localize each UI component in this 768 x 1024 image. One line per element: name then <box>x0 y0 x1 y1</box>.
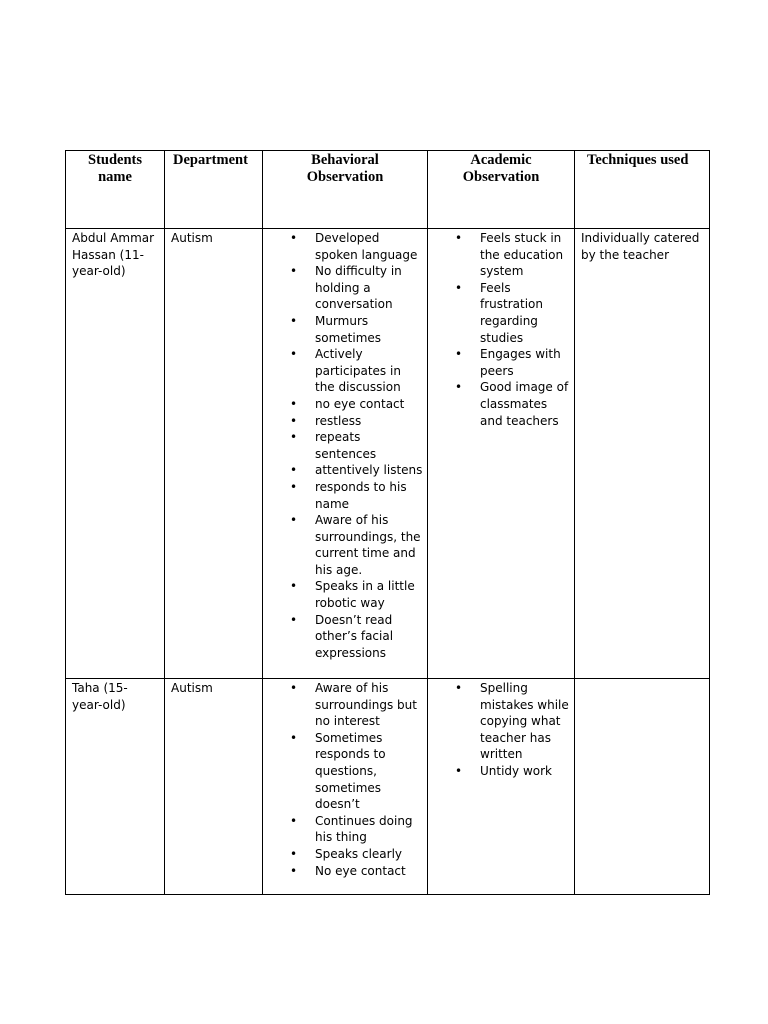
list-item: • No difficulty in holding a conversation <box>315 263 423 313</box>
academic-list <box>428 679 574 780</box>
academic-cell <box>428 229 575 679</box>
behavioral-list <box>263 679 427 879</box>
student-cell <box>66 679 165 895</box>
list-item: • attentively listens <box>315 462 423 479</box>
header-row <box>66 151 710 229</box>
academic-cell <box>428 679 575 895</box>
list-item: • responds to his name <box>315 479 423 512</box>
behavioral-cell <box>263 679 428 895</box>
list-item: • Feels frustration regarding studies <box>480 280 570 346</box>
techniques-cell <box>575 679 710 895</box>
list-item: • Speaks in a little robotic way <box>315 578 423 611</box>
techniques-cell <box>575 229 710 679</box>
list-item: • Doesn’t read other’s facial expressions <box>315 612 423 662</box>
header-students-name: Students name <box>66 151 165 229</box>
list-item: • Spelling mistakes while copying what teacher has written <box>480 680 570 763</box>
header-techniques-used: Techniques used <box>575 151 710 229</box>
table-row <box>66 679 710 895</box>
list-item: • Aware of his surroundings, the current time and his age. <box>315 512 423 578</box>
list-item: • Speaks clearly <box>315 846 423 863</box>
list-item: • repeats sentences <box>315 429 423 462</box>
list-item: • restless <box>315 413 423 430</box>
list-item: • Aware of his surroundings but no interest <box>315 680 423 730</box>
student-name: Taha (15-year-old) <box>72 681 128 712</box>
behavioral-list <box>263 229 427 661</box>
table-row <box>66 229 710 679</box>
list-item: • Actively participates in the discussion <box>315 346 423 396</box>
techniques-value <box>575 679 709 680</box>
behavioral-cell <box>263 229 428 679</box>
department-value: Autism <box>171 681 213 695</box>
header-academic-observation: Academic Observation <box>428 151 575 229</box>
list-item: • Feels stuck in the education system <box>480 230 570 280</box>
list-item: • No eye contact <box>315 863 423 880</box>
list-item: • no eye contact <box>315 396 423 413</box>
list-item: • Engages with peers <box>480 346 570 379</box>
observation-table <box>65 150 710 895</box>
student-name: Abdul Ammar Hassan (11-year-old) <box>72 231 155 279</box>
academic-list <box>428 229 574 429</box>
techniques-value: Individually catered by the teacher <box>581 231 700 262</box>
student-cell <box>66 229 165 679</box>
list-item: • Untidy work <box>480 763 570 780</box>
department-cell <box>165 229 263 679</box>
list-item: • Sometimes responds to questions, sometimes doesn’t <box>315 730 423 813</box>
header-behavioral-observation: Behavioral Observation <box>263 151 428 229</box>
department-cell <box>165 679 263 895</box>
list-item: • Good image of classmates and teachers <box>480 379 570 429</box>
department-value: Autism <box>171 231 213 245</box>
list-item: • Developed spoken language <box>315 230 423 263</box>
header-department: Department <box>165 151 263 229</box>
list-item: • Murmurs sometimes <box>315 313 423 346</box>
list-item: • Continues doing his thing <box>315 813 423 846</box>
